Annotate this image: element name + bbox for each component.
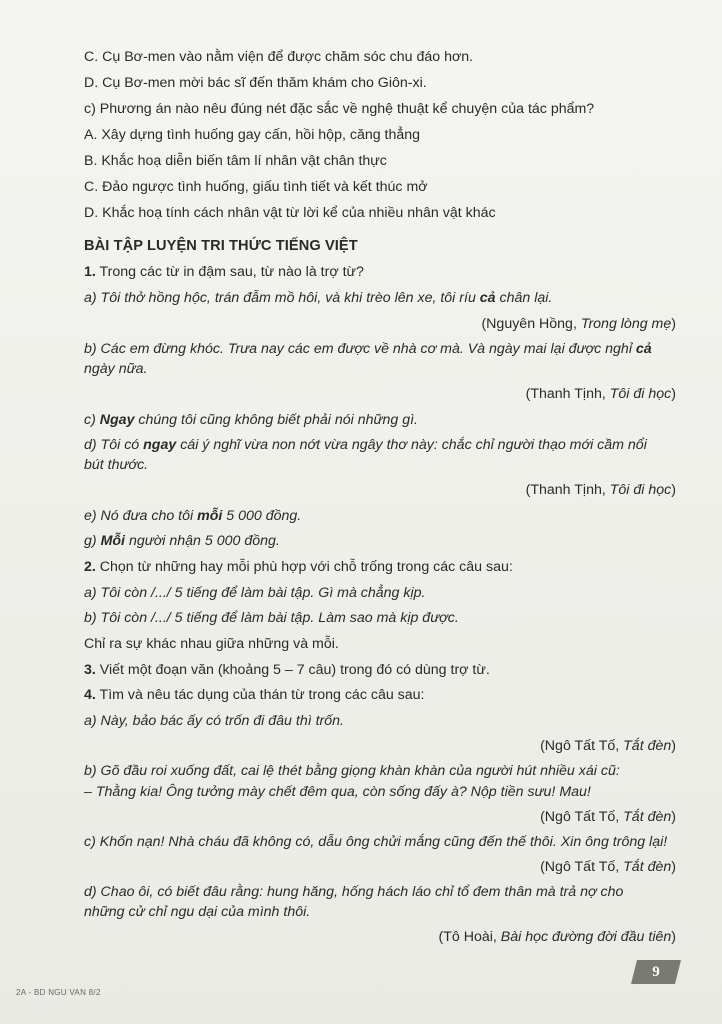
exercise-2a: a) Tôi còn /.../ 5 tiếng để làm bài tập. Gì mà chẳng kịp. [84, 585, 426, 601]
exercise-number: 1. [84, 264, 96, 280]
exercise-1g: g) Mỗi người nhận 5 000 đồng. [84, 533, 280, 549]
exercise-4: 4. Tìm và nêu tác dụng của thán từ trong các câu sau: [84, 687, 425, 703]
question-c-option-a: A. Xây dựng tình huống gay cấn, hồi hộp, căng thẳng [84, 127, 421, 143]
exercise-1d: d) Tôi có ngay cái ý nghĩ vừa non nớt vừa ngây thơ này: chắc chỉ người thạo mới cầm nổi [84, 437, 647, 453]
question-c: c) Phương án nào nêu đúng nét đặc sắc về nghệ thuật kể chuyện của tác phẩm? [84, 101, 595, 117]
option-c: C. Cụ Bơ-men vào nằm viện để được chăm sóc chu đáo hơn. [84, 49, 474, 65]
exercise-1e: e) Nó đưa cho tôi mỗi 5 000 đồng. [84, 508, 302, 524]
exercise-number: 2. [84, 559, 96, 575]
exercise-4b: b) Gõ đầu roi xuống đất, cai lệ thét bằng giọng khàn khàn của người hút nhiều xái cũ: [84, 763, 620, 779]
exercise-2b: b) Tôi còn /.../ 5 tiếng để làm bài tập. Làm sao mà kịp được. [84, 610, 459, 626]
bold-word: Ngay [99, 412, 135, 428]
bold-word: mỗi [197, 508, 223, 524]
exercise-1 [84, 262, 364, 282]
source-citation: (Ngô Tất Tố, Tắt đèn) [540, 859, 676, 875]
exercise-4d-cont: những cử chỉ ngu dại của mình thôi. [84, 904, 311, 920]
page-number-badge [631, 960, 681, 984]
exercise-number: 4. [84, 687, 96, 703]
exercise-2: 2. Chọn từ những hay mỗi phù hợp với chỗ trống trong các câu sau: [84, 559, 513, 575]
exercise-4d: d) Chao ôi, có biết đâu rằng: hung hăng, hống hách láo chỉ tổ đem thân mà trả nợ cho [84, 884, 624, 900]
exercise-number: 3. [84, 662, 96, 678]
question-c-option-c: C. Đảo ngược tình huống, giấu tình tiết và kết thúc mở [84, 179, 428, 195]
exercise-1b [84, 339, 652, 359]
exercise-2-note: Chỉ ra sự khác nhau giữa những và mỗi. [84, 636, 339, 652]
source-citation: (Thanh Tịnh, Tôi đi học) [525, 386, 676, 402]
question-c-option-d: D. Khắc hoạ tính cách nhân vật từ lời kể của nhiều nhân vật khác [84, 205, 496, 221]
source-citation: (Ngô Tất Tố, Tắt đèn) [540, 809, 676, 825]
exercise-4b-cont: – Thằng kia! Ông tưởng mày chết đêm qua, còn sống đấy à? Nộp tiền sưu! Mau! [84, 784, 591, 800]
exercise-4a: a) Này, bảo bác ấy có trốn đi đâu thì trốn. [84, 713, 344, 729]
bold-word: Mỗi [100, 533, 125, 549]
bold-word: ngay [143, 437, 177, 453]
footer-code: 2A - BD NGU VAN 8/2 [16, 988, 101, 997]
exercise-1c: c) Ngay chúng tôi cũng không biết phải nói những gì. [84, 412, 418, 428]
exercise-1b-cont: ngày nữa. [84, 361, 148, 377]
exercise-4c: c) Khốn nạn! Nhà cháu đã không có, dẫu ông chửi mắng cũng đến thế thôi. Xin ông trông lại! [84, 834, 668, 850]
source-citation: (Thanh Tịnh, Tôi đi học) [525, 482, 676, 498]
bold-word: cả [635, 341, 652, 357]
exercise-text: Trong các từ in đậm sau, từ nào là trợ từ? [95, 264, 364, 280]
sentence-text: chân lại. [495, 290, 553, 306]
source-citation: (Ngô Tất Tố, Tắt đèn) [540, 738, 676, 754]
section-title: BÀI TẬP LUYỆN TRI THỨC TIẾNG VIỆT [84, 238, 358, 254]
sentence-text: b) Các em đừng khóc. Trưa nay các em được về nhà cơ mà. Và ngày mai lại được nghỉ [84, 341, 636, 357]
exercise-1a [84, 288, 552, 308]
exercise-3: 3. Viết một đoạn văn (khoảng 5 – 7 câu) trong đó có dùng trợ từ. [84, 662, 490, 678]
exercise-1d-cont: bút thước. [84, 457, 149, 473]
question-c-option-b: B. Khắc hoạ diễn biến tâm lí nhân vật chân thực [84, 153, 387, 169]
bold-word: cả [479, 290, 496, 306]
sentence-text: a) Tôi thở hồng hộc, trán đẫm mồ hôi, và khi trèo lên xe, tôi ríu [84, 290, 480, 306]
page-number: 9 [652, 964, 660, 980]
option-d: D. Cụ Bơ-men mời bác sĩ đến thăm khám cho Giôn-xi. [84, 75, 427, 91]
source-citation: (Nguyên Hồng, Trong lòng mẹ) [481, 316, 676, 332]
source-citation: (Tô Hoài, Bài học đường đời đầu tiên) [438, 929, 676, 945]
